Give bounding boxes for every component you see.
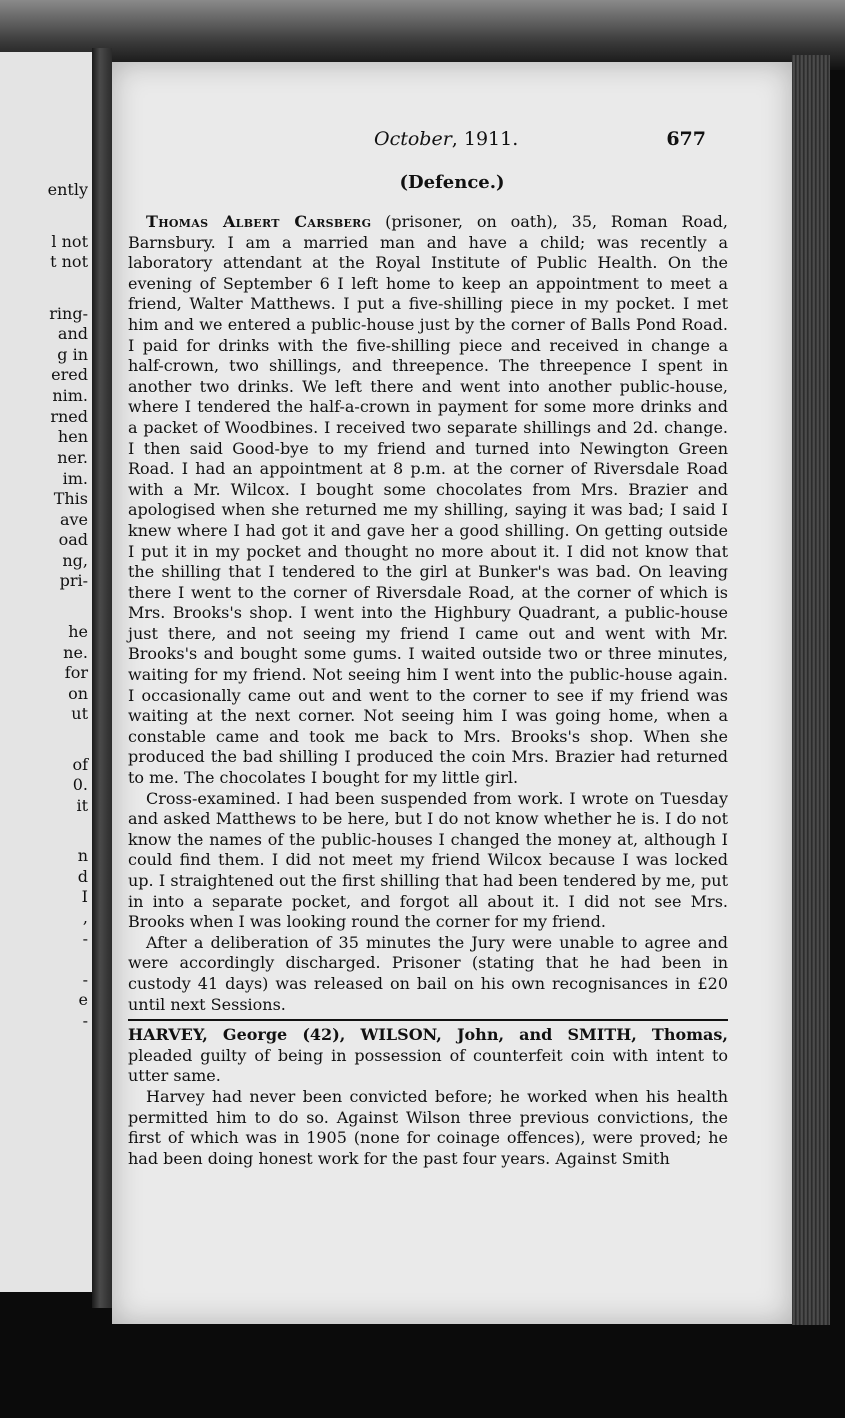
paragraph: Harvey had never been convicted before; he worked when his health permitted him to do so. Against Wilson three previous convictions, the first of which was in 1905 (none for coinage offences), were proved; he had been doing honest work for the past four years. Against Smith xyxy=(128,1086,728,1168)
left-page-fragment: hen xyxy=(57,427,88,446)
case-defendants: HARVEY, George (42), WILSON, John, and SMITH, Thomas, xyxy=(128,1025,728,1045)
left-page-fragment: - xyxy=(82,929,88,948)
left-page-fragment: of xyxy=(72,755,88,774)
page-edges xyxy=(792,55,830,1325)
left-page-fragment: for xyxy=(64,663,88,682)
left-page-fragment: oad xyxy=(58,530,88,549)
case-divider xyxy=(128,1019,728,1021)
left-page-fragment: nim. xyxy=(52,386,88,405)
paragraph: After a deliberation of 35 minutes the Jury were unable to agree and were accordingly discharged. Prisoner (stating that he had been in custody 41 days) was released on bail on his own recognisances in £20 until next Sessions. xyxy=(128,932,728,1014)
left-page-fragment: ring- xyxy=(49,304,88,323)
left-page-fragment: t not xyxy=(50,252,88,271)
case-heading-paragraph xyxy=(128,1025,728,1087)
left-page-fragment: n xyxy=(77,846,88,865)
left-page-fragment: e xyxy=(78,990,88,1009)
left-page-fragment: l not xyxy=(51,232,88,251)
paragraph xyxy=(128,212,728,789)
left-page-fragment: 0. xyxy=(72,775,88,794)
left-page-fragment: I xyxy=(81,887,88,906)
left-page-fragment: pri- xyxy=(59,571,88,590)
left-page xyxy=(0,52,95,1292)
header-date xyxy=(374,128,518,150)
body-text xyxy=(128,212,728,1169)
left-page-fragment: on xyxy=(68,684,88,703)
left-page-fragment: d xyxy=(77,867,88,886)
running-header xyxy=(112,128,792,158)
header-year: , 1911. xyxy=(451,128,519,150)
left-page-fragment: g in xyxy=(57,345,88,364)
header-month: October xyxy=(374,128,452,150)
defendant-name: Thomas Albert Carsberg xyxy=(146,212,372,231)
book-gutter xyxy=(92,48,112,1308)
left-page-fragment: ng, xyxy=(62,551,88,570)
left-page-fragment: he xyxy=(68,622,88,641)
left-page-fragment: it xyxy=(76,796,88,815)
left-page-fragment: - xyxy=(82,970,88,989)
left-page-fragment: ently xyxy=(47,180,88,199)
left-page-fragment: - xyxy=(82,1011,88,1030)
left-page-fragment: rned xyxy=(50,407,88,426)
left-page-fragment: ered xyxy=(51,365,88,384)
left-page-fragment: ne. xyxy=(63,643,88,662)
right-page xyxy=(112,62,792,1324)
paragraph-text: (prisoner, on oath), 35, Roman Road, Barnsbury. I am a married man and have a child; was recently a laboratory attendant at the Royal Institute of Public Health. On the evening of September 6 I left home to keep an appointment to meet a friend, Walter Matthews. I put a five-shilling piece in my pocket. I met him and we entered a public-house just by the corner of Balls Pond Road. I paid for drinks with the five-shilling piece and received in change a half-crown, two shillings, and threepence. The threepence I spent in another two drinks. We left there and went into another public-house, where I tendered the half-a-crown in payment for some more drinks and a packet of Woodbines. I received two separate shillings and 2d. change. I then said Good-bye to my friend and turned into Newington Green Road. I had an appointment at 8 p.m. at the corner of Riversdale Road with a Mr. Wilcox. I bought some chocolates from Mrs. Brazier and apologised when she returned me my shilling, saying it was bad; I said I knew where I had got it and gave her a good shilling. On getting outside I put it in my pocket and thought no more about it. I did not know that the shilling that I tendered to the girl at Bunker's was bad. On leaving there I went to the corner of Riversdale Road, at the corner of which is Mrs. Brooks's shop. I went into the Highbury Quadrant, a public-house just there, and not seeing my friend I came out and went with Mr. Brooks's and bought some gums. I waited outside two or three minutes, waiting for my friend. Not seeing him I went into the public-house again. I occasionally came out and went to the corner to see if my friend was waiting at the next corner. Not seeing him I was going home, when a constable came and took me back to Mrs. Brooks's shop. When she produced the bad shilling I produced the coin Mrs. Brazier had returned to me. The chocolates I bought for my little girl. xyxy=(128,212,729,788)
left-page-fragment: , xyxy=(82,908,88,927)
left-page-fragment: ut xyxy=(71,704,88,723)
paragraph: Cross-examined. I had been suspended from work. I wrote on Tuesday and asked Matthews to be here, but I do not know whether he is. I do not know the names of the public-houses I changed the money at, although I could find them. I did not meet my friend Wilcox because I was locked up. I straightened out the first shilling that had been tendered by me, put in into a separate pocket, and forgot all about it. I did not see Mrs. Brooks when I was looking round the corner for my friend. xyxy=(128,788,728,932)
left-page-fragment: ner. xyxy=(57,448,88,467)
case-plea: pleaded guilty of being in possession of counterfeit coin with intent to utter same. xyxy=(128,1045,728,1086)
left-page-fragment: This xyxy=(53,489,88,508)
left-page-fragment: im. xyxy=(62,469,88,488)
page-number: 677 xyxy=(666,128,706,150)
section-heading: (Defence.) xyxy=(399,172,505,193)
top-shadow xyxy=(0,0,845,70)
left-page-fragment: ave xyxy=(59,510,88,529)
left-page-fragment: and xyxy=(57,324,88,343)
